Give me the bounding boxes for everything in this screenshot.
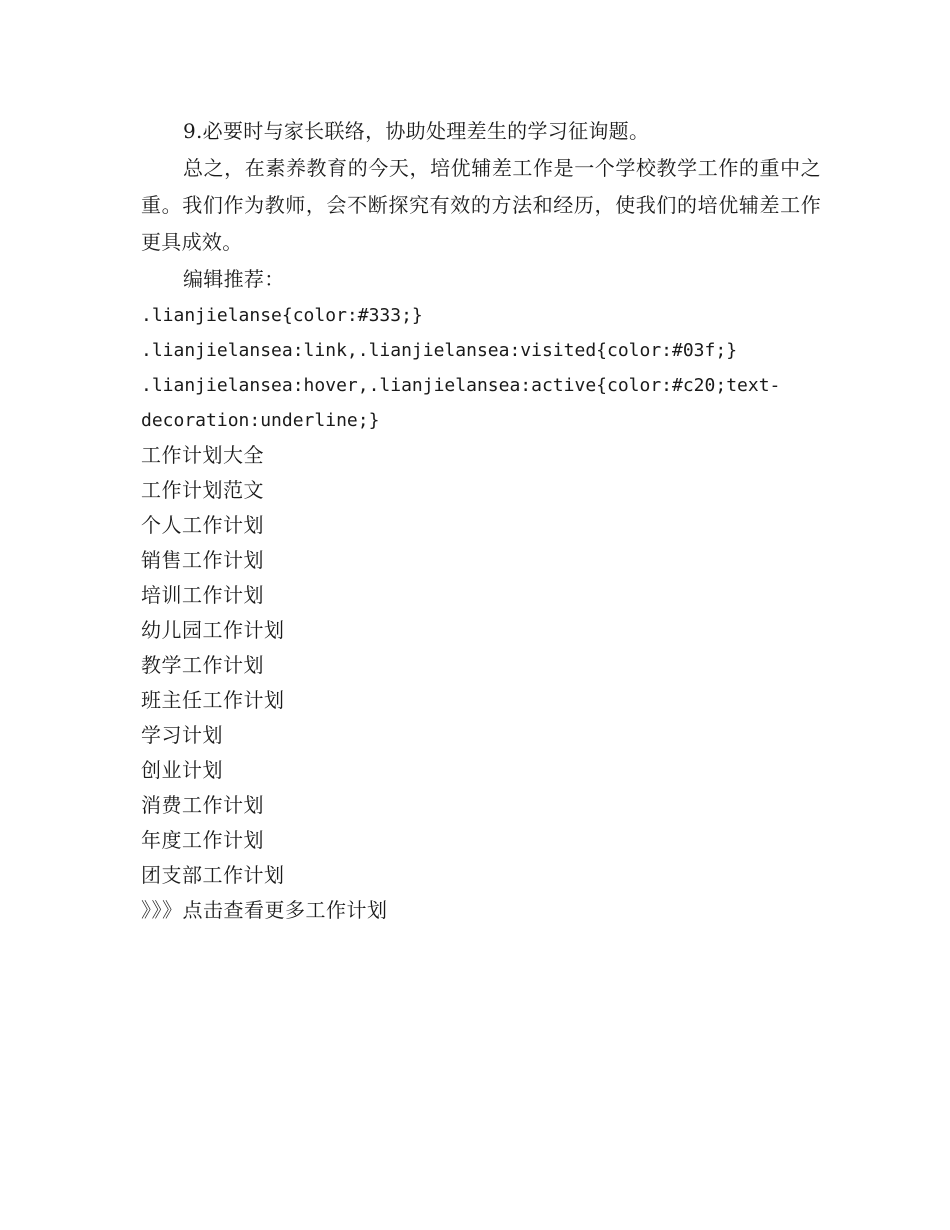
list-item — [141, 543, 821, 578]
css-code-text — [141, 298, 791, 438]
css-line: .lianjielansea:link,.lianjielansea:visited{color:#03f;} — [141, 340, 738, 361]
list-item — [141, 648, 821, 683]
list-item — [141, 683, 821, 718]
document-body — [141, 113, 821, 928]
paragraph-editor-recommend: 编辑推荐： — [183, 267, 285, 291]
list-item — [141, 788, 821, 823]
css-line: .lianjielansea:hover,.lianjielansea:active{color:#c20;text-decoration:underline;} — [141, 375, 781, 431]
link-class-teacher-work-plan[interactable]: 班主任工作计划 — [141, 688, 285, 712]
link-league-branch-work-plan[interactable]: 团支部工作计划 — [141, 863, 285, 887]
recommend-link-list — [141, 438, 821, 893]
list-item — [141, 718, 821, 753]
paragraph-item-9: 9.必要时与家长联络，协助处理差生的学习征询题。 — [183, 119, 650, 143]
list-item — [141, 508, 821, 543]
list-item — [141, 473, 821, 508]
link-personal-work-plan[interactable]: 个人工作计划 — [141, 513, 264, 537]
link-kindergarten-work-plan[interactable]: 幼儿园工作计划 — [141, 618, 285, 642]
link-work-plan-sample[interactable]: 工作计划范文 — [141, 478, 264, 502]
list-item — [141, 858, 821, 893]
list-item — [141, 753, 821, 788]
link-annual-work-plan[interactable]: 年度工作计划 — [141, 828, 264, 852]
list-item — [141, 613, 821, 648]
list-item — [141, 438, 821, 473]
link-study-plan[interactable]: 学习计划 — [141, 723, 223, 747]
link-startup-plan[interactable]: 创业计划 — [141, 758, 223, 782]
list-item — [141, 823, 821, 858]
link-consumer-work-plan[interactable]: 消费工作计划 — [141, 793, 264, 817]
css-line: .lianjielanse{color:#333;} — [141, 305, 423, 326]
link-teaching-work-plan[interactable]: 教学工作计划 — [141, 653, 264, 677]
paragraph-conclusion: 总之，在素养教育的今天，培优辅差工作是一个学校教学工作的重中之重。我们作为教师，会不断探究有效的方法和经历，使我们的培优辅差工作更具成效。 — [141, 156, 821, 254]
link-sales-work-plan[interactable]: 销售工作计划 — [141, 548, 264, 572]
more-work-plans-link[interactable]: 》》》点击查看更多工作计划 — [141, 898, 388, 922]
link-training-work-plan[interactable]: 培训工作计划 — [141, 583, 264, 607]
link-work-plan-all[interactable]: 工作计划大全 — [141, 443, 264, 467]
list-item — [141, 578, 821, 613]
